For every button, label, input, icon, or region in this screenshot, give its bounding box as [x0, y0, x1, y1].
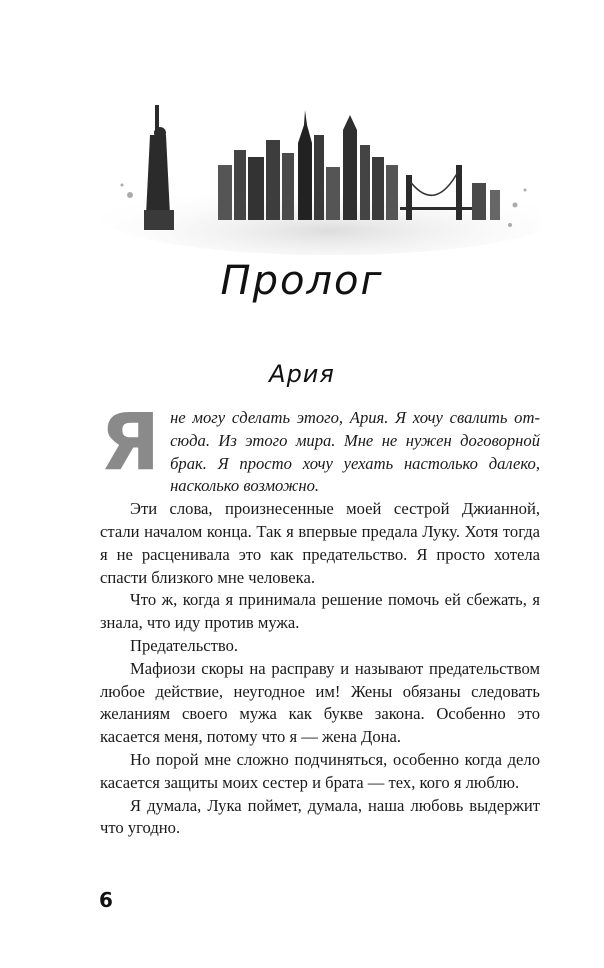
paragraph: Что ж, когда я принимала решение помочь ей сбежать, я знала, что иду против мужа. — [100, 590, 540, 633]
chapter-text — [100, 398, 540, 840]
page-number: 6 — [99, 888, 113, 912]
drop-cap: Я — [100, 398, 161, 488]
paragraph: Но порой мне сложно подчиняться, особенно когда дело касается защиты моих сестер и брата — тех, кого я люблю. — [100, 749, 540, 792]
first-paragraph-text: не могу сделать этого, Ария. Я хочу свалить отсюда. Из этого мира. Мне не нужен договорной брак. Я просто хочу уехать настолько далеко, насколько возможно. — [170, 408, 540, 496]
paragraph: Предательство. — [130, 635, 239, 655]
chapter-title: Пролог — [220, 258, 384, 304]
paragraph: Эти слова, произнесенные моей сестрой Джианной, стали началом конца. Так я впервые предала Луку. Хотя тогда я не расценивала это как предательство. Я просто хотела спасти близкого мне человека. — [100, 499, 540, 587]
paragraph: Я думала, Лука поймет, думала, наша любовь выдержит что угодно. — [100, 795, 540, 838]
first-paragraph — [100, 398, 540, 498]
city-skyline-illustration — [100, 95, 540, 255]
narrator-heading: Ария — [269, 360, 335, 388]
paragraph: Мафиози скоры на расправу и называют предательством любое действие, неугодное им! Жены обязаны следовать желаниям своего мужа как букве закона. Особенно это касается меня, потому что я — жена Дона. — [100, 658, 540, 747]
